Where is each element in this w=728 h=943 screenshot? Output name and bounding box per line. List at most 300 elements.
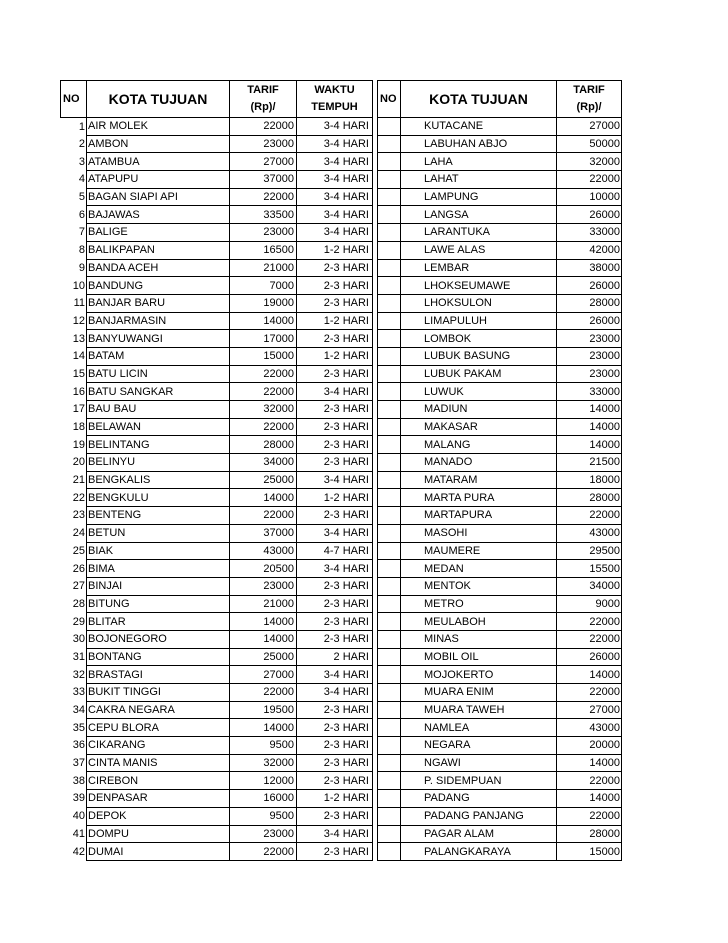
delivery-time: 2-3 HARI — [297, 737, 373, 755]
city-name: PADANG — [401, 790, 557, 808]
header-waktu — [297, 81, 373, 118]
city-name: BETUN — [87, 524, 230, 542]
tariff-value: 22000 — [557, 684, 622, 702]
table-row — [378, 436, 622, 454]
table-row — [378, 595, 622, 613]
table-row — [378, 577, 622, 595]
tariff-value: 22000 — [230, 418, 297, 436]
city-name: CIREBON — [87, 772, 230, 790]
city-name: LHOKSEUMAWE — [401, 277, 557, 295]
table-row — [61, 471, 373, 489]
row-number: 7 — [78, 226, 85, 239]
delivery-time: 3-4 HARI — [297, 153, 373, 171]
row-number: 22 — [72, 491, 85, 504]
table-row — [378, 630, 622, 648]
table-row — [61, 701, 373, 719]
city-name: LEMBAR — [401, 259, 557, 277]
tariff-value: 26000 — [557, 648, 622, 666]
table-row — [61, 436, 373, 454]
delivery-time: 3-4 HARI — [297, 524, 373, 542]
tariff-value: 50000 — [557, 135, 622, 153]
tariff-value: 26000 — [557, 277, 622, 295]
row-number — [378, 701, 401, 719]
tariff-value: 23000 — [230, 825, 297, 843]
tariff-value: 27000 — [230, 666, 297, 684]
row-number: 12 — [72, 314, 85, 327]
table-row — [61, 507, 373, 525]
tariff-value: 28000 — [557, 489, 622, 507]
row-number: 9 — [78, 261, 85, 274]
city-name: MUARA ENIM — [401, 684, 557, 702]
tariff-value: 19500 — [230, 701, 297, 719]
tariff-value: 28000 — [557, 825, 622, 843]
header-kota-tujuan: KOTA TUJUAN — [401, 81, 557, 118]
row-number — [378, 135, 401, 153]
delivery-time: 2-3 HARI — [297, 754, 373, 772]
row-number — [378, 365, 401, 383]
table-row — [61, 630, 373, 648]
city-name: BIMA — [87, 560, 230, 578]
table-row — [378, 825, 622, 843]
table-row — [378, 542, 622, 560]
city-name: BONTANG — [87, 648, 230, 666]
city-name: CAKRA NEGARA — [87, 701, 230, 719]
row-number: 36 — [72, 739, 85, 752]
table-row — [61, 489, 373, 507]
city-name: LIMAPULUH — [401, 312, 557, 330]
tariff-value: 22000 — [230, 684, 297, 702]
city-name: MATARAM — [401, 471, 557, 489]
city-name: DOMPU — [87, 825, 230, 843]
tariff-value: 9500 — [230, 807, 297, 825]
tariff-value: 15500 — [557, 560, 622, 578]
table-row — [378, 648, 622, 666]
tariff-value: 17000 — [230, 330, 297, 348]
row-number: 35 — [72, 721, 85, 734]
tariff-value: 38000 — [557, 259, 622, 277]
table-row — [378, 241, 622, 259]
tariff-value: 9000 — [557, 595, 622, 613]
table-row — [378, 294, 622, 312]
table-row — [61, 790, 373, 808]
table-row — [378, 330, 622, 348]
tariff-value: 14000 — [557, 754, 622, 772]
city-name: MOBIL OIL — [401, 648, 557, 666]
delivery-time: 3-4 HARI — [297, 684, 373, 702]
row-number: 33 — [72, 686, 85, 699]
city-name: MAUMERE — [401, 542, 557, 560]
header-no: NO — [61, 81, 87, 118]
tariff-value: 32000 — [230, 754, 297, 772]
tariff-value: 14000 — [557, 666, 622, 684]
delivery-time: 3-4 HARI — [297, 135, 373, 153]
table-row — [61, 418, 373, 436]
table-row — [378, 224, 622, 242]
table-row — [61, 312, 373, 330]
city-name: MUARA TAWEH — [401, 701, 557, 719]
row-number — [378, 454, 401, 472]
tariff-table-left — [60, 80, 373, 861]
delivery-time: 2-3 HARI — [297, 401, 373, 419]
row-number: 29 — [72, 615, 85, 628]
table-row — [61, 524, 373, 542]
city-name: BAJAWAS — [87, 206, 230, 224]
delivery-time: 2-3 HARI — [297, 507, 373, 525]
header-no: NO — [378, 81, 401, 118]
row-number — [378, 224, 401, 242]
table-row — [378, 365, 622, 383]
delivery-time: 3-4 HARI — [297, 560, 373, 578]
delivery-time: 3-4 HARI — [297, 118, 373, 136]
row-number: 18 — [72, 421, 85, 434]
delivery-time: 2 HARI — [297, 648, 373, 666]
tariff-value: 43000 — [557, 719, 622, 737]
delivery-time: 2-3 HARI — [297, 577, 373, 595]
row-number — [378, 843, 401, 861]
row-number: 1 — [78, 120, 85, 133]
row-number: 30 — [72, 633, 85, 646]
row-number: 21 — [72, 474, 85, 487]
tariff-value: 22000 — [230, 843, 297, 861]
tariff-value: 22000 — [230, 118, 297, 136]
delivery-time: 3-4 HARI — [297, 171, 373, 189]
row-number — [378, 648, 401, 666]
delivery-time: 3-4 HARI — [297, 666, 373, 684]
table-row — [378, 454, 622, 472]
table-row — [378, 807, 622, 825]
city-name: LUBUK BASUNG — [401, 347, 557, 365]
city-name: NAMLEA — [401, 719, 557, 737]
city-name: BENGKULU — [87, 489, 230, 507]
row-number — [378, 772, 401, 790]
city-name: LHOKSULON — [401, 294, 557, 312]
delivery-time: 1-2 HARI — [297, 347, 373, 365]
delivery-time: 2-3 HARI — [297, 595, 373, 613]
tariff-value: 14000 — [230, 613, 297, 631]
row-number: 32 — [72, 668, 85, 681]
city-name: LANGSA — [401, 206, 557, 224]
table-row — [378, 524, 622, 542]
tariff-value: 22000 — [557, 507, 622, 525]
city-name: MEULABOH — [401, 613, 557, 631]
city-name: AMBON — [87, 135, 230, 153]
tariff-value: 27000 — [557, 118, 622, 136]
header-row — [61, 81, 373, 118]
table-row — [378, 383, 622, 401]
tariff-value: 7000 — [230, 277, 297, 295]
delivery-time: 3-4 HARI — [297, 471, 373, 489]
city-name: DUMAI — [87, 843, 230, 861]
tariff-value: 32000 — [230, 401, 297, 419]
table-row — [378, 666, 622, 684]
table-row — [61, 843, 373, 861]
delivery-time: 3-4 HARI — [297, 224, 373, 242]
delivery-time: 2-3 HARI — [297, 613, 373, 631]
row-number: 41 — [72, 827, 85, 840]
delivery-time: 2-3 HARI — [297, 277, 373, 295]
row-number: 8 — [78, 244, 85, 257]
table-row — [378, 171, 622, 189]
delivery-time: 2-3 HARI — [297, 418, 373, 436]
table-row — [61, 684, 373, 702]
city-name: BINJAI — [87, 577, 230, 595]
tariff-value: 14000 — [230, 719, 297, 737]
table-row — [61, 542, 373, 560]
city-name: P. SIDEMPUAN — [401, 772, 557, 790]
row-number — [378, 312, 401, 330]
tariff-value: 16000 — [230, 790, 297, 808]
city-name: BLITAR — [87, 613, 230, 631]
row-number: 6 — [78, 208, 85, 221]
city-name: BALIKPAPAN — [87, 241, 230, 259]
table-row — [61, 330, 373, 348]
row-number: 23 — [72, 509, 85, 522]
table-row — [61, 259, 373, 277]
table-row — [378, 754, 622, 772]
tariff-value: 33000 — [557, 224, 622, 242]
row-number — [378, 153, 401, 171]
city-name: DENPASAR — [87, 790, 230, 808]
city-name: BANJAR BARU — [87, 294, 230, 312]
tariff-value: 21500 — [557, 454, 622, 472]
tariff-value: 25000 — [230, 648, 297, 666]
tariff-value: 23000 — [230, 224, 297, 242]
row-number: 39 — [72, 792, 85, 805]
table-row — [61, 383, 373, 401]
tariff-value: 22000 — [557, 772, 622, 790]
row-number: 40 — [72, 810, 85, 823]
right-table-body — [378, 118, 622, 861]
city-name: BAU BAU — [87, 401, 230, 419]
city-name: LUWUK — [401, 383, 557, 401]
table-row — [378, 312, 622, 330]
table-row — [61, 206, 373, 224]
tariff-value: 23000 — [230, 135, 297, 153]
tariff-value: 26000 — [557, 312, 622, 330]
tariff-value: 22000 — [230, 188, 297, 206]
tariff-value: 23000 — [230, 577, 297, 595]
row-number — [378, 719, 401, 737]
tariff-value: 22000 — [557, 171, 622, 189]
tariff-value: 14000 — [557, 418, 622, 436]
row-number: 24 — [72, 527, 85, 540]
delivery-time: 3-4 HARI — [297, 206, 373, 224]
delivery-time: 2-3 HARI — [297, 294, 373, 312]
city-name: LARANTUKA — [401, 224, 557, 242]
row-number — [378, 807, 401, 825]
tariff-value: 20000 — [557, 737, 622, 755]
table-row — [61, 347, 373, 365]
tariff-value: 22000 — [557, 807, 622, 825]
city-name: LAWE ALAS — [401, 241, 557, 259]
row-number — [378, 241, 401, 259]
row-number — [378, 118, 401, 136]
delivery-time: 2-3 HARI — [297, 843, 373, 861]
table-row — [378, 772, 622, 790]
row-number — [378, 188, 401, 206]
row-number — [378, 737, 401, 755]
row-number: 26 — [72, 562, 85, 575]
row-number: 38 — [72, 774, 85, 787]
header-waktu-line2: TEMPUH — [311, 101, 358, 113]
row-number: 19 — [72, 438, 85, 451]
tariff-value: 32000 — [557, 153, 622, 171]
delivery-time: 3-4 HARI — [297, 383, 373, 401]
city-name: LAHAT — [401, 171, 557, 189]
city-name: LAHA — [401, 153, 557, 171]
city-name: CEPU BLORA — [87, 719, 230, 737]
tariff-value: 9500 — [230, 737, 297, 755]
row-number — [378, 666, 401, 684]
delivery-time: 1-2 HARI — [297, 241, 373, 259]
tariff-value: 19000 — [230, 294, 297, 312]
table-row — [378, 135, 622, 153]
row-number: 17 — [72, 403, 85, 416]
row-number — [378, 206, 401, 224]
city-name: MALANG — [401, 436, 557, 454]
table-row — [61, 666, 373, 684]
table-row — [378, 613, 622, 631]
row-number — [378, 754, 401, 772]
city-name: ATAPUPU — [87, 171, 230, 189]
row-number: 20 — [72, 456, 85, 469]
city-name: BITUNG — [87, 595, 230, 613]
row-number — [378, 471, 401, 489]
tariff-value: 14000 — [557, 436, 622, 454]
tariff-value: 25000 — [230, 471, 297, 489]
city-name: AIR MOLEK — [87, 118, 230, 136]
table-row — [61, 719, 373, 737]
table-row — [378, 843, 622, 861]
header-tarif — [557, 81, 622, 118]
row-number: 27 — [72, 580, 85, 593]
delivery-time: 2-3 HARI — [297, 330, 373, 348]
tariff-value: 27000 — [230, 153, 297, 171]
tariff-value: 37000 — [230, 524, 297, 542]
tariff-value: 22000 — [230, 365, 297, 383]
header-waktu-line1: WAKTU — [314, 84, 355, 96]
row-number — [378, 790, 401, 808]
delivery-time: 1-2 HARI — [297, 312, 373, 330]
tariff-value: 10000 — [557, 188, 622, 206]
delivery-time: 1-2 HARI — [297, 489, 373, 507]
row-number: 25 — [72, 544, 85, 557]
row-number: 16 — [72, 385, 85, 398]
table-row — [61, 135, 373, 153]
city-name: CINTA MANIS — [87, 754, 230, 772]
header-tarif-line2: (Rp)/ — [576, 101, 602, 113]
table-row — [61, 613, 373, 631]
tariff-value: 33500 — [230, 206, 297, 224]
header-tarif-line1: TARIF — [247, 84, 279, 96]
header-tarif-line2: (Rp)/ — [250, 101, 276, 113]
table-row — [61, 772, 373, 790]
city-name: BALIGE — [87, 224, 230, 242]
header-tarif-line1: TARIF — [573, 84, 605, 96]
table-row — [378, 737, 622, 755]
table-row — [61, 401, 373, 419]
city-name: CIKARANG — [87, 737, 230, 755]
table-row — [61, 294, 373, 312]
table-row — [61, 188, 373, 206]
city-name: BAGAN SIAPI API — [87, 188, 230, 206]
row-number — [378, 524, 401, 542]
delivery-time: 1-2 HARI — [297, 790, 373, 808]
tariff-value: 12000 — [230, 772, 297, 790]
table-row — [378, 684, 622, 702]
table-row — [61, 754, 373, 772]
tariff-value: 14000 — [230, 489, 297, 507]
table-row — [378, 118, 622, 136]
city-name: BANJARMASIN — [87, 312, 230, 330]
table-row — [378, 719, 622, 737]
city-name: MINAS — [401, 630, 557, 648]
city-name: MAKASAR — [401, 418, 557, 436]
delivery-time: 2-3 HARI — [297, 630, 373, 648]
table-row — [378, 560, 622, 578]
table-row — [378, 277, 622, 295]
row-number — [378, 542, 401, 560]
city-name: MENTOK — [401, 577, 557, 595]
left-table-body — [61, 118, 373, 861]
row-number — [378, 383, 401, 401]
row-number — [378, 171, 401, 189]
city-name: MOJOKERTO — [401, 666, 557, 684]
city-name: LABUHAN ABJO — [401, 135, 557, 153]
row-number — [378, 294, 401, 312]
header-tarif — [230, 81, 297, 118]
table-row — [378, 701, 622, 719]
table-row — [378, 489, 622, 507]
city-name: LAMPUNG — [401, 188, 557, 206]
city-name: PAGAR ALAM — [401, 825, 557, 843]
row-number — [378, 277, 401, 295]
tariff-value: 28000 — [557, 294, 622, 312]
tariff-value: 18000 — [557, 471, 622, 489]
city-name: BATAM — [87, 347, 230, 365]
tariff-value: 22000 — [230, 507, 297, 525]
tariff-value: 14000 — [230, 312, 297, 330]
row-number: 10 — [72, 279, 85, 292]
row-number: 13 — [72, 332, 85, 345]
city-name: LUBUK PAKAM — [401, 365, 557, 383]
city-name: MADIUN — [401, 401, 557, 419]
delivery-time: 3-4 HARI — [297, 825, 373, 843]
city-name: BANYUWANGI — [87, 330, 230, 348]
city-name: BENGKALIS — [87, 471, 230, 489]
table-row — [61, 224, 373, 242]
delivery-time: 2-3 HARI — [297, 701, 373, 719]
table-row — [378, 188, 622, 206]
row-number — [378, 577, 401, 595]
tariff-value: 15000 — [230, 347, 297, 365]
city-name: BUKIT TINGGI — [87, 684, 230, 702]
city-name: PADANG PANJANG — [401, 807, 557, 825]
table-row — [378, 153, 622, 171]
row-number: 42 — [72, 845, 85, 858]
table-row — [61, 171, 373, 189]
city-name: NGAWI — [401, 754, 557, 772]
table-row — [378, 418, 622, 436]
tariff-value: 23000 — [557, 365, 622, 383]
table-row — [61, 153, 373, 171]
row-number — [378, 436, 401, 454]
table-row — [378, 259, 622, 277]
table-row — [61, 807, 373, 825]
row-number — [378, 507, 401, 525]
tariff-value: 43000 — [557, 524, 622, 542]
tariff-value: 34000 — [230, 454, 297, 472]
